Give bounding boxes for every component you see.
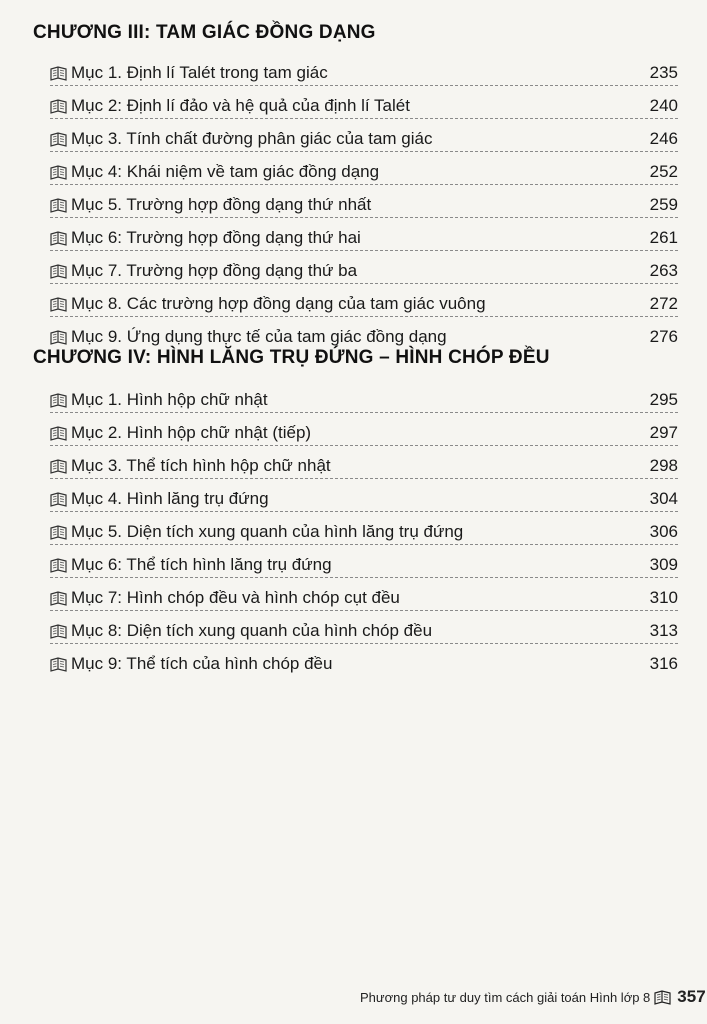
toc-entry[interactable] bbox=[50, 188, 678, 216]
dotted-divider bbox=[50, 610, 678, 611]
dotted-divider bbox=[50, 577, 678, 578]
toc-entry-label: Mục 6: Thể tích hình lăng trụ đứng bbox=[71, 555, 332, 574]
toc-entry-page: 276 bbox=[649, 327, 678, 346]
toc-entry-page: 259 bbox=[649, 195, 678, 214]
dotted-divider bbox=[50, 283, 678, 284]
book-icon bbox=[50, 330, 67, 345]
toc-entry-label: Mục 7: Hình chóp đều và hình chóp cụt đều bbox=[71, 588, 400, 607]
dotted-divider bbox=[50, 412, 678, 413]
book-icon bbox=[50, 426, 67, 441]
book-icon bbox=[50, 591, 67, 606]
toc-entry[interactable] bbox=[50, 221, 678, 249]
toc-entry-label: Mục 3. Thể tích hình hộp chữ nhật bbox=[71, 456, 331, 475]
book-icon bbox=[50, 132, 67, 147]
toc-entry-page: 272 bbox=[649, 294, 678, 313]
chapter-3-title: CHƯƠNG III: TAM GIÁC ĐỒNG DẠNG bbox=[33, 22, 376, 43]
toc-entry-page: 309 bbox=[649, 555, 678, 574]
toc-entry-label: Mục 9. Ứng dụng thực tế của tam giác đồng dạng bbox=[71, 327, 447, 346]
toc-entry-page: 235 bbox=[649, 63, 678, 82]
toc-entry[interactable] bbox=[50, 614, 678, 642]
toc-entry[interactable] bbox=[50, 548, 678, 576]
toc-entry[interactable] bbox=[50, 56, 678, 84]
book-icon bbox=[50, 492, 67, 507]
dotted-divider bbox=[50, 85, 678, 86]
book-icon bbox=[50, 624, 67, 639]
toc-entry-label: Mục 3. Tính chất đường phân giác của tam giác bbox=[71, 129, 433, 148]
dotted-divider bbox=[50, 643, 678, 644]
toc-entry-page: 263 bbox=[649, 261, 678, 280]
toc-entry-page: 252 bbox=[649, 162, 678, 181]
toc-entry-page: 297 bbox=[649, 423, 678, 442]
toc-entry[interactable] bbox=[50, 155, 678, 183]
book-icon bbox=[50, 99, 67, 114]
toc-entry[interactable] bbox=[50, 320, 678, 348]
dotted-divider bbox=[50, 250, 678, 251]
toc-entry-label: Mục 7. Trường hợp đồng dạng thứ ba bbox=[71, 261, 358, 280]
book-icon bbox=[50, 459, 67, 474]
toc-entry-label: Mục 2: Định lí đảo và hệ quả của định lí Talét bbox=[71, 96, 410, 115]
toc-entry[interactable] bbox=[50, 581, 678, 609]
toc-entry[interactable] bbox=[50, 122, 678, 150]
toc-entry-page: 313 bbox=[649, 621, 678, 640]
toc-entry-label: Mục 6: Trường hợp đồng dạng thứ hai bbox=[71, 228, 361, 247]
book-icon bbox=[654, 990, 671, 1005]
toc-entry[interactable] bbox=[50, 89, 678, 117]
toc-entry-page: 240 bbox=[649, 96, 678, 115]
toc-entry-label: Mục 9: Thể tích của hình chóp đều bbox=[71, 654, 333, 673]
toc-entry[interactable] bbox=[50, 449, 678, 477]
footer-book-title: Phương pháp tư duy tìm cách giải toán Hình lớp 8 bbox=[360, 989, 651, 1005]
book-icon bbox=[50, 231, 67, 246]
toc-entry-page: 246 bbox=[649, 129, 678, 148]
book-icon bbox=[50, 198, 67, 213]
toc-entry[interactable] bbox=[50, 254, 678, 282]
toc-entry-label: Mục 8. Các trường hợp đồng dạng của tam giác vuông bbox=[71, 294, 486, 313]
dotted-divider bbox=[50, 118, 678, 119]
toc-entry[interactable] bbox=[50, 482, 678, 510]
toc-entry-label: Mục 1. Hình hộp chữ nhật bbox=[71, 390, 268, 409]
page-number: 357 bbox=[677, 987, 706, 1006]
toc-entry[interactable] bbox=[50, 647, 678, 675]
toc-entry[interactable] bbox=[50, 383, 678, 411]
toc-entry-label: Mục 4. Hình lăng trụ đứng bbox=[71, 489, 269, 508]
dotted-divider bbox=[50, 184, 678, 185]
toc-entry-page: 298 bbox=[649, 456, 678, 475]
toc-entry-page: 304 bbox=[649, 489, 678, 508]
toc-entry[interactable] bbox=[50, 515, 678, 543]
book-icon bbox=[50, 165, 67, 180]
book-icon bbox=[50, 525, 67, 540]
dotted-divider bbox=[50, 445, 678, 446]
toc-entry[interactable] bbox=[50, 287, 678, 315]
dotted-divider bbox=[50, 217, 678, 218]
dotted-divider bbox=[50, 316, 678, 317]
toc-entry-label: Mục 1. Định lí Talét trong tam giác bbox=[71, 63, 328, 82]
book-icon bbox=[50, 657, 67, 672]
page-footer bbox=[360, 985, 706, 1009]
toc-entry-page: 316 bbox=[649, 654, 678, 673]
dotted-divider bbox=[50, 511, 678, 512]
dotted-divider bbox=[50, 478, 678, 479]
toc-entry-page: 295 bbox=[649, 390, 678, 409]
chapter-4-title: CHƯƠNG IV: HÌNH LĂNG TRỤ ĐỨNG – HÌNH CHÓP ĐỀU bbox=[33, 347, 550, 368]
toc-entry-page: 306 bbox=[649, 522, 678, 541]
toc-entry[interactable] bbox=[50, 416, 678, 444]
book-icon bbox=[50, 393, 67, 408]
toc-entry-page: 261 bbox=[649, 228, 678, 247]
toc-entry-label: Mục 2. Hình hộp chữ nhật (tiếp) bbox=[71, 423, 312, 442]
dotted-divider bbox=[50, 151, 678, 152]
toc-entry-page: 310 bbox=[649, 588, 678, 607]
book-icon bbox=[50, 66, 67, 81]
toc-entry-label: Mục 4: Khái niệm về tam giác đồng dạng bbox=[71, 162, 380, 181]
toc-entry-label: Mục 5. Trường hợp đồng dạng thứ nhất bbox=[71, 195, 372, 214]
book-icon bbox=[50, 558, 67, 573]
toc-entry-label: Mục 5. Diện tích xung quanh của hình lăng trụ đứng bbox=[71, 522, 464, 541]
dotted-divider bbox=[50, 544, 678, 545]
toc-entry-label: Mục 8: Diện tích xung quanh của hình chóp đều bbox=[71, 621, 433, 640]
book-icon bbox=[50, 264, 67, 279]
book-icon bbox=[50, 297, 67, 312]
